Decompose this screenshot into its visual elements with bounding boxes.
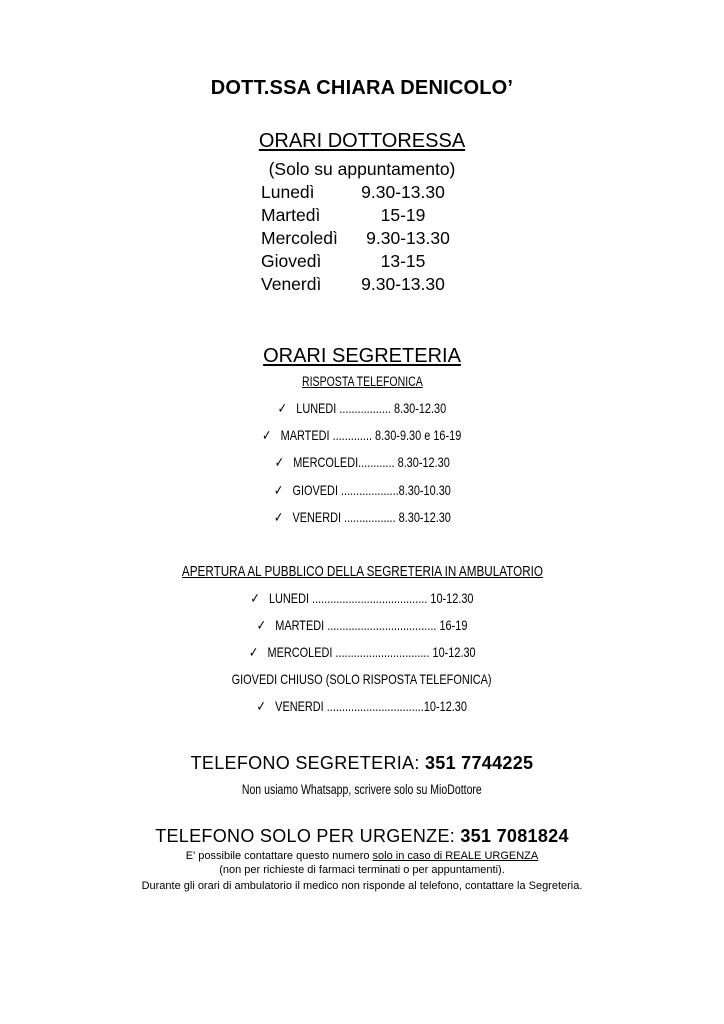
day: Giovedì xyxy=(261,251,322,271)
check-icon: ✓ xyxy=(256,698,266,714)
office-hours-subheading: APERTURA AL PUBBLICO DELLA SEGRETERIA IN AMBULATORIO xyxy=(181,563,543,580)
check-icon: ✓ xyxy=(248,644,258,660)
time: 15-19 xyxy=(380,205,426,225)
time: 13-15 xyxy=(380,251,426,271)
phone-answer-subheading: RISPOSTA TELEFONICA xyxy=(301,374,423,389)
phone-hours-item: ✓ MARTEDI ............. 8.30-9.30 e 16-19 xyxy=(262,427,462,443)
doctor-name: DOTT.SSA CHIARA DENICOLO’ xyxy=(210,77,514,99)
day: Lunedì xyxy=(261,182,315,202)
office-hours-item: ✓ LUNEDI ...................................... 10-12.30 xyxy=(250,590,474,606)
check-icon: ✓ xyxy=(273,509,283,525)
doctor-hours-heading: ORARI DOTTORESSA xyxy=(258,130,466,152)
doctor-hours-row xyxy=(0,273,724,296)
thursday-closed-note: GIOVEDI CHIUSO (SOLO RISPOSTA TELEFONICA) xyxy=(232,671,492,687)
appointment-note: (Solo su appuntamento) xyxy=(268,159,456,179)
secretary-phone-number[interactable]: 351 7744225 xyxy=(424,753,534,773)
time: 9.30-13.30 xyxy=(361,274,445,294)
doctor-hours-row xyxy=(0,204,724,227)
phone-hours-item: ✓ GIOVEDI ...................8.30-10.30 xyxy=(273,482,451,498)
check-icon: ✓ xyxy=(250,590,260,606)
office-hours-item: ✓ VENERDI ................................10-12.30 xyxy=(256,698,468,714)
day: Martedì xyxy=(261,205,321,225)
doctor-hours-row xyxy=(0,227,724,250)
check-icon: ✓ xyxy=(256,617,266,633)
office-hours-item: ✓ MARTEDI .................................... 16-19 xyxy=(256,617,468,633)
secretary-hours-heading: ORARI SEGRETERIA xyxy=(263,345,461,367)
doctor-hours-row xyxy=(0,250,724,273)
office-hours-item: ✓ MERCOLEDI ............................... 10-12.30 xyxy=(248,644,476,660)
phone-hours-item: ✓ VENERDI ................. 8.30-12.30 xyxy=(273,509,451,525)
urgent-note-1: E' possibile contattare questo numero solo in caso di REALE URGENZA xyxy=(185,850,539,862)
phone-hours-item: ✓ MERCOLEDI............ 8.30-12.30 xyxy=(274,454,450,470)
time: 9.30-13.30 xyxy=(361,182,445,202)
urgent-note-3: Durante gli orari di ambulatorio il medico non risponde al telefono, contattare la Segreteria. xyxy=(141,880,583,892)
secretary-phone: TELEFONO SEGRETERIA: 351 7744225 xyxy=(190,753,534,773)
urgent-phone-number[interactable]: 351 7081824 xyxy=(460,826,569,846)
whatsapp-note: Non usiamo Whatsapp, scrivere solo su MioDottore xyxy=(242,782,482,797)
check-icon: ✓ xyxy=(262,427,272,443)
check-icon: ✓ xyxy=(273,482,283,498)
urgent-note-2: (non per richieste di farmaci terminati o per appuntamenti). xyxy=(219,864,505,876)
day: Mercoledì xyxy=(261,228,338,248)
time: 9.30-13.30 xyxy=(366,228,450,248)
doctor-hours-row xyxy=(0,181,724,204)
check-icon: ✓ xyxy=(277,400,287,416)
day: Venerdì xyxy=(261,274,322,294)
phone-hours-item: ✓ LUNEDI ................. 8.30-12.30 xyxy=(277,400,447,416)
check-icon: ✓ xyxy=(274,454,284,470)
urgent-phone: TELEFONO SOLO PER URGENZE: 351 7081824 xyxy=(155,826,569,846)
